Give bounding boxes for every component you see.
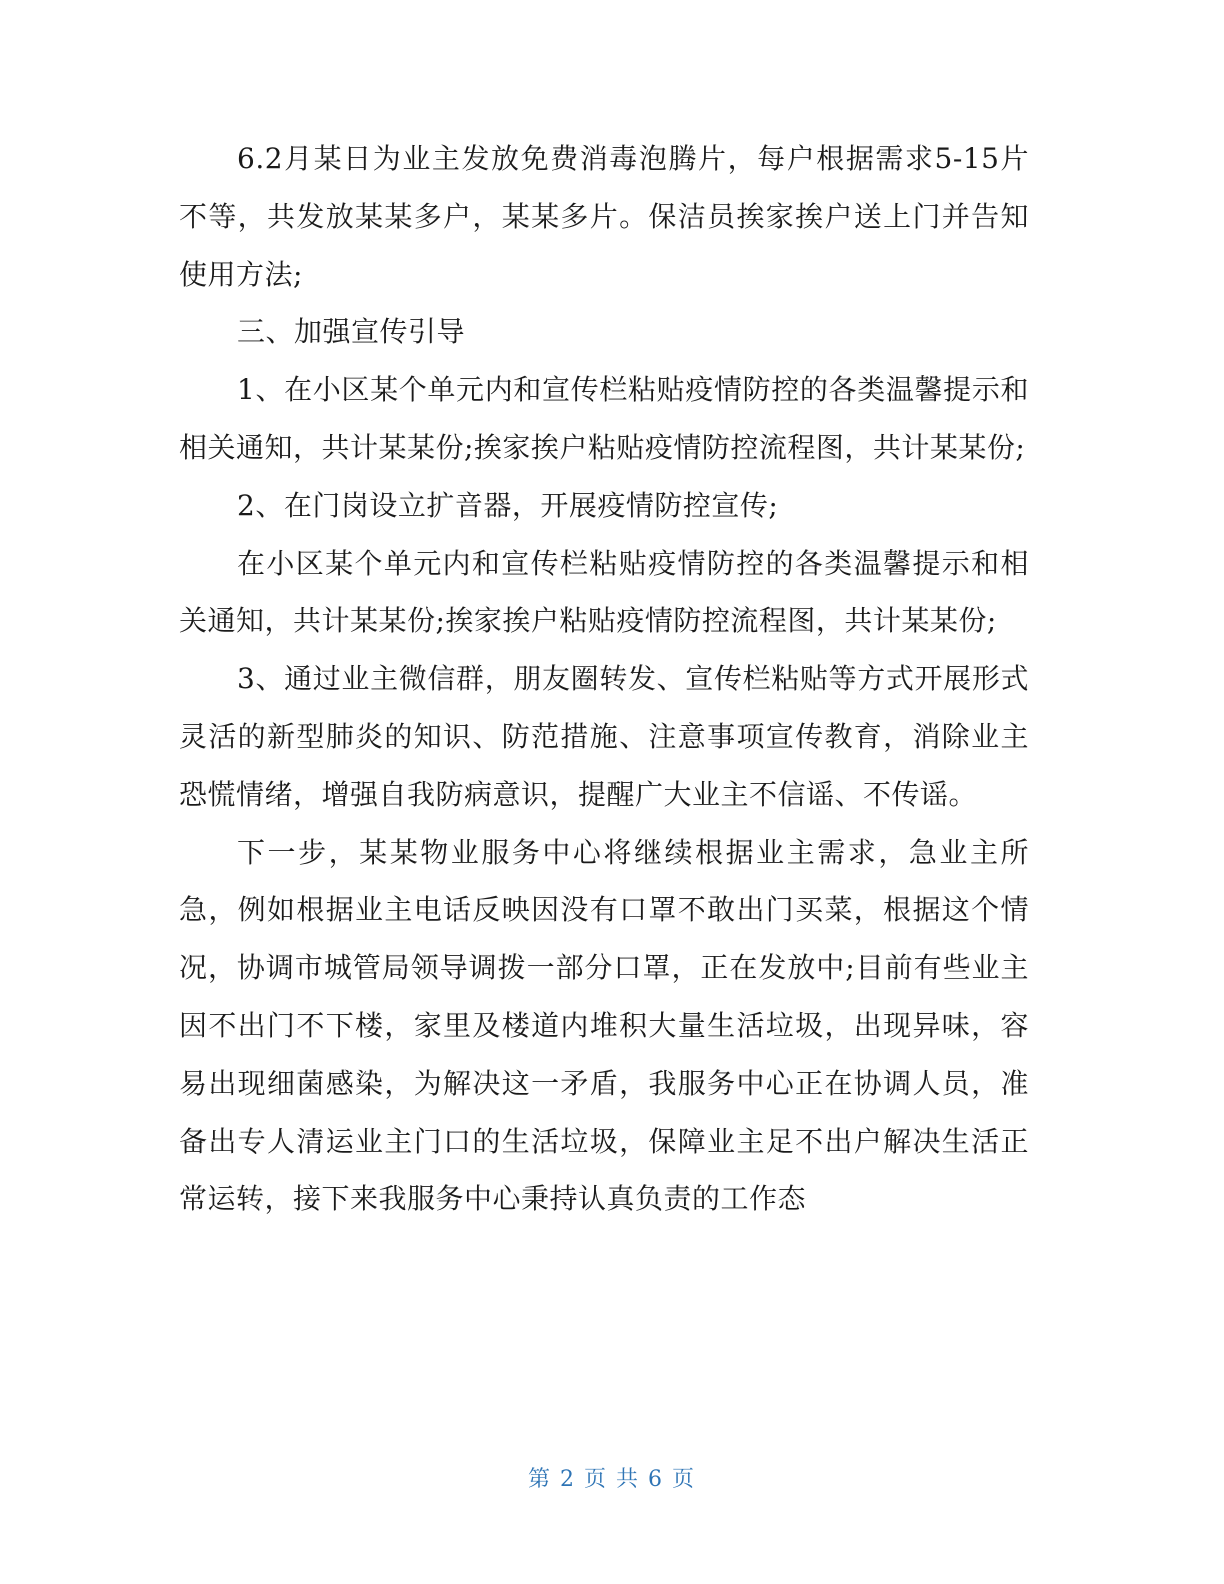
paragraph-notices-posting: 1、在小区某个单元内和宣传栏粘贴疫情防控的各类温馨提示和相关通知，共计某某份;挨家挨户粘贴疫情防控流程图，共计某某份; [179, 373, 1029, 464]
footer-prefix: 第 [527, 1467, 552, 1492]
paragraph-wechat-publicity: 3、通过业主微信群，朋友圈转发、宣传栏粘贴等方式开展形式灵活的新型肺炎的知识、防范措施、注意事项宣传教育，消除业主恐慌情绪，增强自我防病意识，提醒广大业主不信谣、不传谣。 [179, 662, 1029, 811]
paragraph-notices-posting-repeat: 在小区某个单元内和宣传栏粘贴疫情防控的各类温馨提示和相关通知，共计某某份;挨家挨户粘贴疫情防控流程图，共计某某份; [179, 546, 1029, 638]
footer-current-page: 2 [559, 1467, 576, 1492]
paragraph-disinfectant-distribution: 6.2月某日为业主发放免费消毒泡腾片，每户根据需求5-15片不等，共发放某某多户，某某多片。保洁员挨家挨户送上门并告知使用方法; [179, 142, 1029, 291]
section-heading-publicity: 三、加强宣传引导 [237, 315, 466, 349]
paragraph-next-steps: 下一步，某某物业服务中心将继续根据业主需求，急业主所急，例如根据业主电话反映因没有口罩不敢出门买菜，根据这个情况，协调市城管局领导调拨一部分口罩，正在发放中;目前有些业主因不出门不下楼，家里及楼道内堆积大量生活垃圾，出现异味，容易出现细菌感染，为解决这一矛盾，我服务中心正在协调人员，准备出专人清运业主门口的生活垃圾，保障业主足不出户解决生活正常运转，接下来我服务中心秉持认真负责的工作态 [179, 835, 1029, 1216]
document-body [179, 130, 1029, 1228]
paragraph-loudspeaker: 2、在门岗设立扩音器，开展疫情防控宣传; [237, 488, 779, 522]
footer-total-word: 共 [616, 1467, 641, 1492]
footer-total-pages: 6 [648, 1467, 665, 1492]
footer-page-word: 页 [583, 1467, 608, 1492]
page-number-footer [0, 1462, 1224, 1493]
footer-suffix: 页 [672, 1467, 697, 1492]
